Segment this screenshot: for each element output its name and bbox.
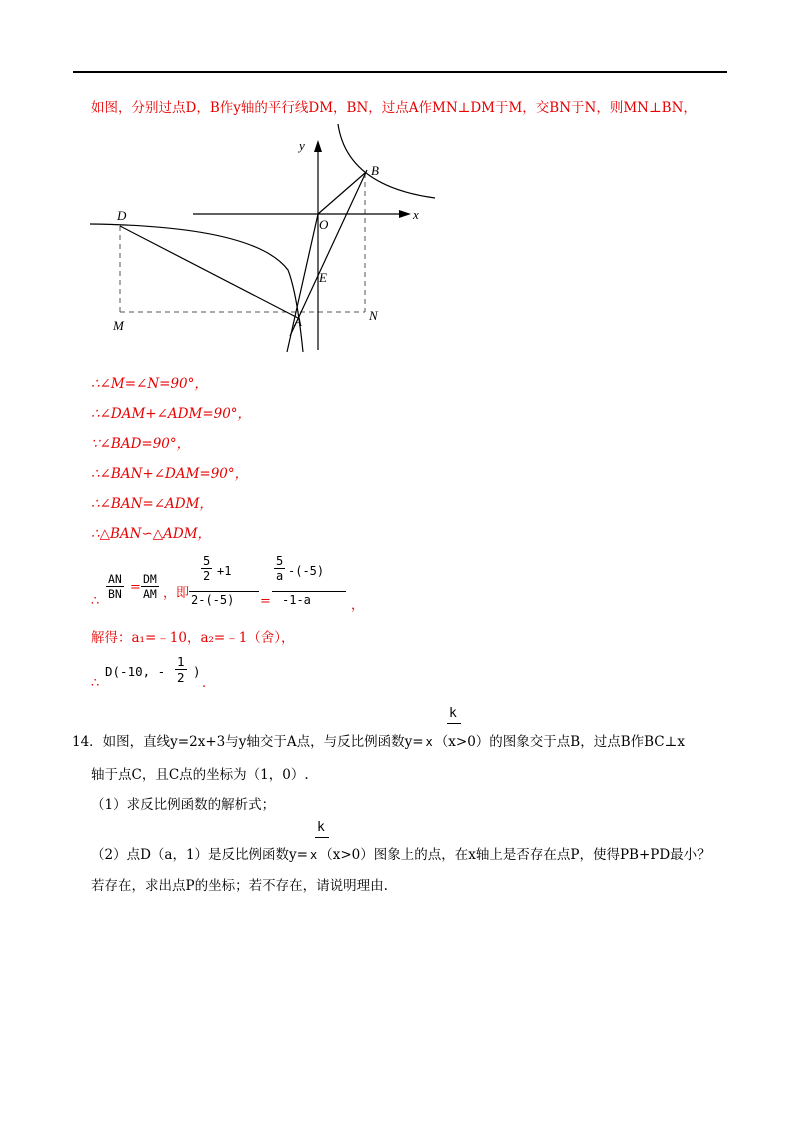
fraction-one-half: $\frac{1}{2}$ (177, 654, 185, 685)
step-6: ∴△BAN∽△ADM， (91, 526, 212, 542)
label-d: D (117, 208, 127, 223)
q14-part2-fraction-bar (315, 837, 329, 838)
q14-fraction-bar (447, 723, 461, 724)
solution-intro: 如图，分别过点D，B作y轴的平行线DM，BN，过点A作MN⊥DM于M，交BN于N，则MN⊥BN， (91, 100, 697, 116)
step-5: ∴∠BAN=∠ADM， (91, 496, 213, 512)
q14-part1: （1）求反比例函数的解析式； (91, 797, 276, 813)
hyperbola-branch-upper (338, 124, 435, 198)
step-4: ∴∠BAN+∠DAM=90°， (91, 466, 249, 482)
q14-part2: （2）点D（a，1）是反比例函数y= x （x>0）图象上的点，在x轴上是否存在点P，使得PB+PD最小？ (91, 847, 711, 863)
header-rule (73, 71, 727, 73)
label-b: B (371, 163, 379, 178)
step-1: ∴∠M=∠N=90°， (91, 376, 208, 392)
x-axis-arrow (399, 210, 411, 218)
segment-da (120, 226, 298, 318)
step-2: ∴∠DAM+∠ADM=90°， (91, 406, 252, 422)
fraction-dm-am: $\frac{DM}{AM}$ (143, 572, 157, 601)
therefore-symbol: ∴ (91, 594, 100, 609)
q14-line2: 轴于点C，且C点的坐标为（1，0）. (91, 767, 309, 783)
solution-line: 解得：a₁=﹣10，a₂=﹣1（舍）， (91, 630, 295, 646)
q14-part2-line2: 若存在，求出点P的坐标；若不存在，请说明理由. (91, 878, 388, 894)
segment-ab (290, 170, 367, 336)
label-n: N (369, 308, 378, 323)
geometry-figure (85, 118, 445, 358)
label-m: M (113, 318, 124, 333)
segment-ob (318, 173, 365, 214)
label-x: x (413, 207, 419, 222)
step-3: ∵∠BAD=90°， (91, 436, 191, 452)
label-a: A (294, 314, 302, 329)
label-e: E (319, 270, 327, 285)
point-d-result: ∴ D(-10, - $\frac{1}{2}$ ) . (91, 654, 207, 691)
fraction-an-bn: $\frac{AN}{BN}$ (108, 572, 122, 601)
label-o: O (319, 217, 329, 232)
q14-line1: 14．如图，直线y=2x+3与y轴交于A点，与反比例函数y= x （x>0）的图象交于点B，过点B作BC⊥x (72, 734, 685, 750)
q14-k-numerator: k (449, 706, 457, 721)
y-axis-arrow (314, 140, 322, 152)
q14-part2-k: k (317, 820, 325, 835)
label-y: y (299, 138, 305, 153)
